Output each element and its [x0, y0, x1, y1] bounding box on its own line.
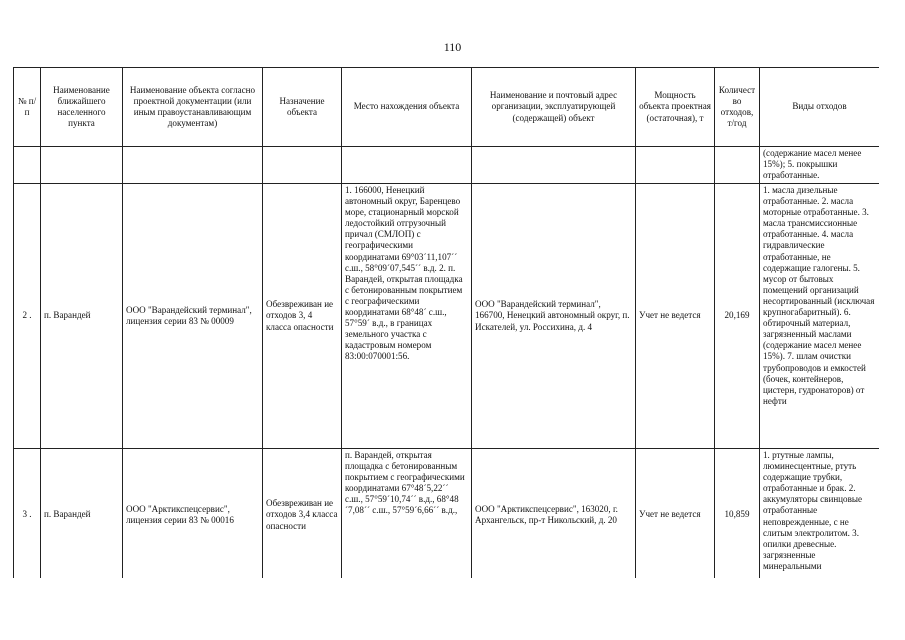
- cell-purpose: Обезвреживан ие отходов 3, 4 класса опасности: [263, 184, 342, 449]
- header-quantity: Количество отходов, т/год: [715, 68, 760, 147]
- cell-number: [14, 147, 41, 184]
- cell-capacity: [636, 147, 715, 184]
- waste-facilities-table: [13, 67, 879, 578]
- cell-location: п. Варандей, открытая площадка с бетонированным покрытием с географическими координатами 67°48´5,22´´ с.ш., 57°59´10,74´´ в.д., 68°48´7,08´´ с.ш., 57°59´6,66´´ в.д.,: [342, 449, 472, 579]
- cell-object-name: ООО "Арктикспецсервис", лицензия серии 83 № 00016: [123, 449, 263, 579]
- header-purpose: Назначение объекта: [263, 68, 342, 147]
- table-row: [14, 147, 880, 184]
- header-waste-types: Виды отходов: [760, 68, 880, 147]
- header-capacity: Мощность объекта проектная (остаточная), т: [636, 68, 715, 147]
- cell-object-name: ООО "Варандейский терминал", лицензия серии 83 № 00009: [123, 184, 263, 449]
- cell-quantity: [715, 147, 760, 184]
- waste-facilities-table-wrapper: [13, 67, 879, 578]
- cell-purpose: Обезвреживан ие отходов 3,4 класса опасности: [263, 449, 342, 579]
- cell-waste-types: 1. масла дизельные отработанные. 2. масла моторные отработанные. 3. масла трансмиссионные отработанные. 4. масла гидравлические отработанные, не содержащие галогены. 5. мусор от бытовых помещений организаций несортированный (исключая крупногабаритный). 6. обтирочный материал, загрязненный маслами (содержание масел менее 15%). 7. шлам очистки трубопроводов и емкостей (бочек, контейнеров, цистерн, гудронаторов) от нефти: [760, 184, 880, 449]
- cell-operator: [472, 147, 636, 184]
- cell-capacity: Учет не ведется: [636, 184, 715, 449]
- header-object-name: Наименование объекта согласно проектной документации (или иным правоустанавливающим документам): [123, 68, 263, 147]
- table-row: [14, 449, 880, 579]
- cell-operator: ООО "Арктикспецсервис", 163020, г. Архангельск, пр-т Никольский, д. 20: [472, 449, 636, 579]
- cell-operator: ООО "Варандейский терминал", 166700, Ненецкий автономный округ, п. Искателей, ул. Россихина, д. 4: [472, 184, 636, 449]
- header-operator: Наименование и почтовый адрес организации, эксплуатирующей (содержащей) объект: [472, 68, 636, 147]
- cell-quantity: 20,169: [715, 184, 760, 449]
- cell-waste-types: 1. ртутные лампы, люминесцентные, ртуть содержащие трубки, отработанные и брак. 2. аккумуляторы свинцовые отработанные неповрежденные, с не слитым электролитом. 3. опилки древесные. загрязненные минеральными: [760, 449, 880, 579]
- header-settlement: Наименование ближайшего населенного пункта: [41, 68, 123, 147]
- cell-capacity: Учет не ведется: [636, 449, 715, 579]
- table-header-row: [14, 68, 880, 147]
- page-number: 110: [443, 40, 462, 54]
- table-row: [14, 184, 880, 449]
- cell-number: 3 .: [14, 449, 41, 579]
- cell-object-name: [123, 147, 263, 184]
- cell-settlement: [41, 147, 123, 184]
- cell-settlement: п. Варандей: [41, 449, 123, 579]
- cell-settlement: п. Варандей: [41, 184, 123, 449]
- header-number: № п/п: [14, 68, 41, 147]
- cell-location: 1. 166000, Ненецкий автономный округ, Баренцево море, стационарный морской ледостойкий отгрузочный причал (СМЛОП) с географическими координатами 69°03´11,107´´ с.ш., 58°09´07,545´´ в.д. 2. п. Варандей, открытая площадка с бетонированным покрытием с географическими координатами 68°48´ с.ш., 57°59´ в.д., в границах земельного участка с кадастровым номером 83:00:070001:56.: [342, 184, 472, 449]
- cell-number: 2 .: [14, 184, 41, 449]
- cell-waste-types: (содержание масел менее 15%); 5. покрышки отработанные.: [760, 147, 880, 184]
- cell-quantity: 10,859: [715, 449, 760, 579]
- cell-location: [342, 147, 472, 184]
- cell-purpose: [263, 147, 342, 184]
- header-location: Место нахождения объекта: [342, 68, 472, 147]
